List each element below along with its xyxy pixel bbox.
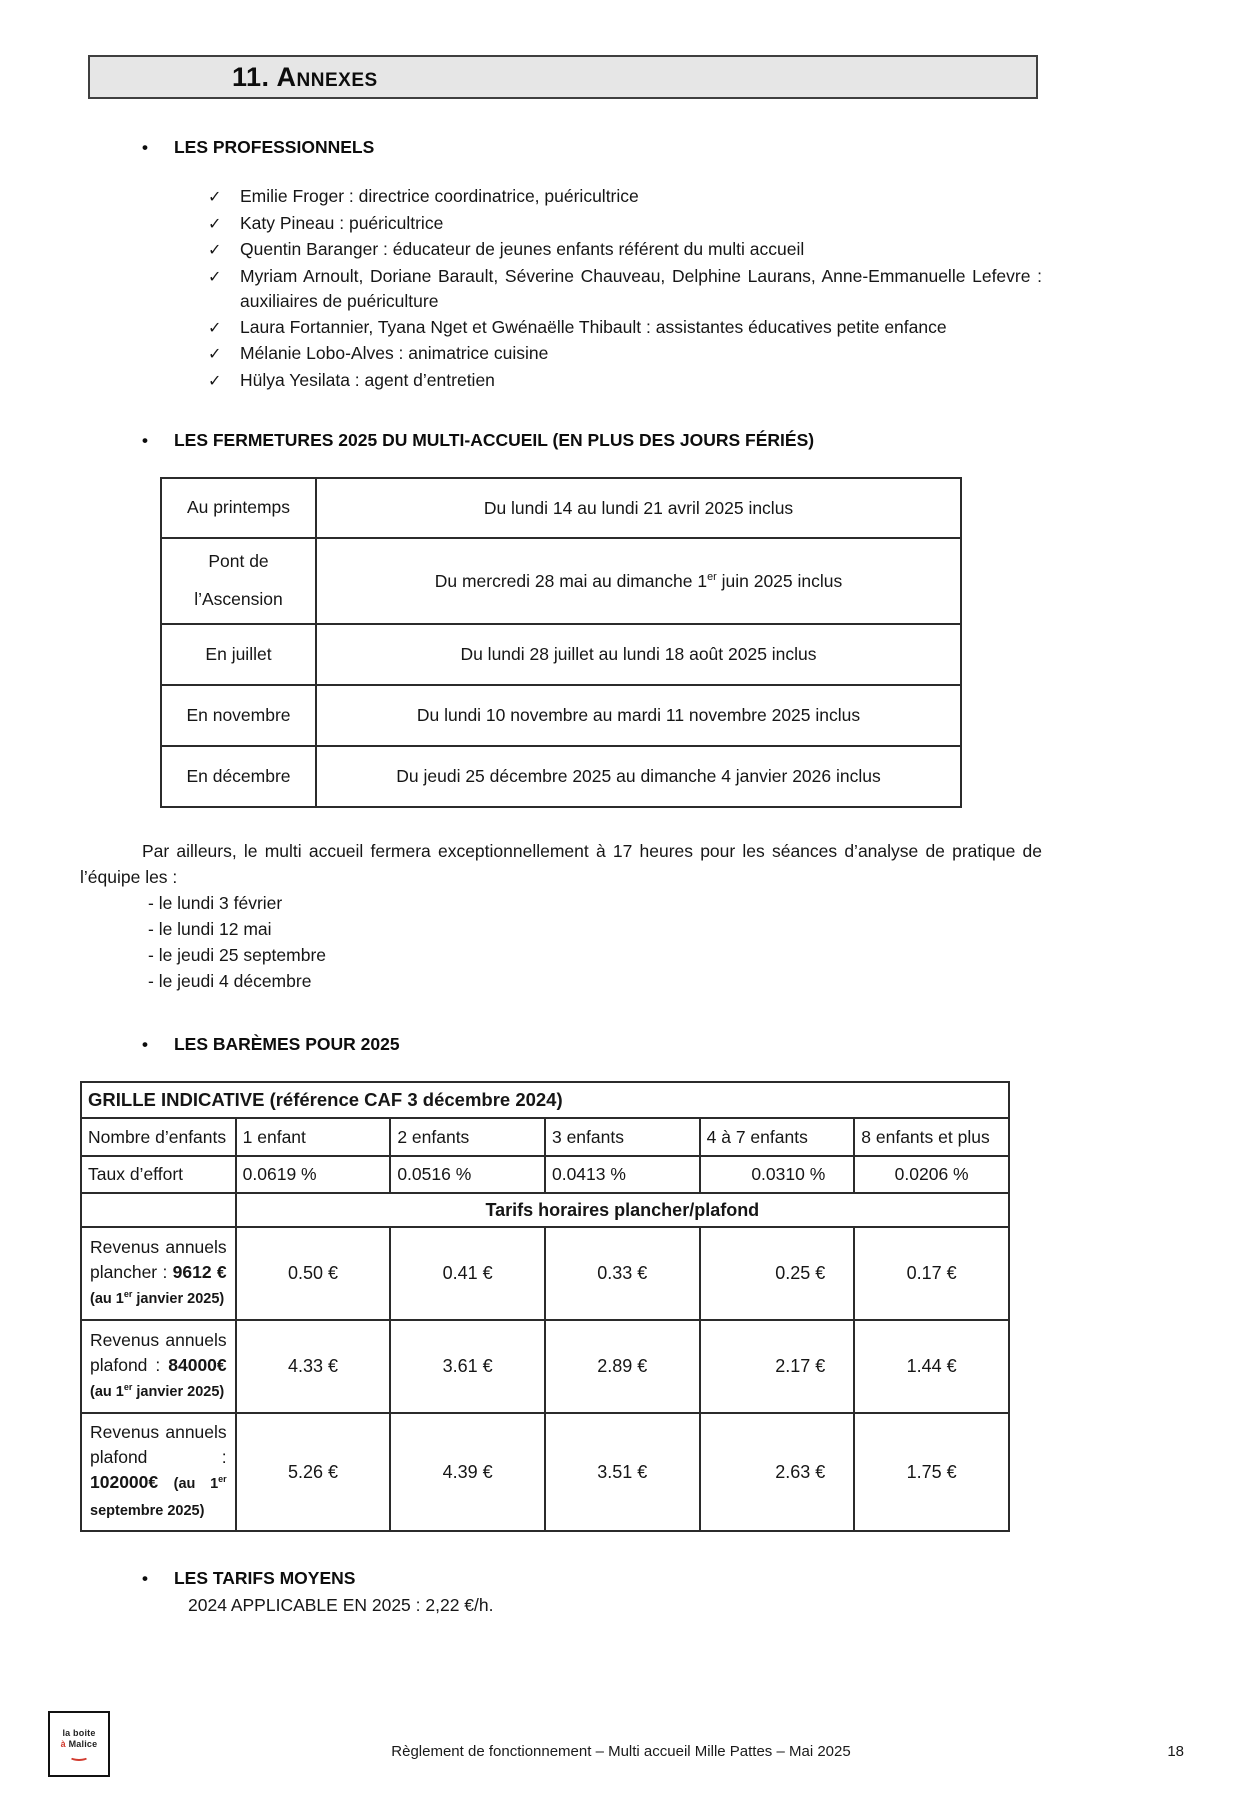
closure-date: - le jeudi 4 décembre [148,971,312,991]
logo-text: Malice [65,1738,98,1749]
table-header-row [81,1118,1009,1156]
tarif-value: 0.50 € [236,1227,391,1320]
closure-date: - le lundi 12 mai [148,919,272,939]
list-item [208,237,1042,264]
grid-title: GRILLE INDICATIVE (référence CAF 3 décembre 2024) [81,1082,1009,1118]
column-header: 2 enfants [390,1118,545,1156]
superscript: er [707,570,717,583]
page-number: 18 [1167,1743,1184,1760]
list-item-text: Mélanie Lobo-Alves : animatrice cuisine [240,343,549,363]
dates-text: Du lundi 14 au lundi 21 avril 2025 inclus [483,497,794,518]
tarif-value: 5.26 € [236,1413,391,1531]
heading-professionnels [142,137,1042,158]
list-item-text: Hülya Yesilata : agent d’entretien [240,369,495,390]
check-icon: ✓ [208,372,222,390]
list-item [208,341,1042,368]
check-icon: ✓ [208,242,222,259]
tarifs-header: Tarifs horaires plancher/plafond [236,1193,1009,1227]
superscript: er [123,1382,133,1393]
tarif-value: 0.41 € [390,1227,545,1320]
column-header: 3 enfants [545,1118,700,1156]
column-header: 4 à 7 enfants [700,1118,855,1156]
tarif-value: 3.51 € [545,1413,700,1531]
check-icon: ✓ [208,319,222,337]
dates-text: Du mercredi 28 mai au dimanche 1 [434,570,708,591]
table-row [161,746,961,807]
fermetures-table [160,477,962,808]
tarif-value: 4.33 € [236,1320,391,1413]
note-text: janvier 2025) [132,1384,225,1400]
footer-document-title: Règlement de fonctionnement – Multi accueil Mille Pattes – Mai 2025 [391,1743,851,1760]
tarif-value: 3.61 € [390,1320,545,1413]
table-row [81,1082,1009,1118]
label-text: Revenus annuels plancher : [90,1237,227,1282]
taux-value: 0.0619 % [236,1156,391,1193]
bullet-icon: • [142,431,148,450]
document-page [0,55,1242,1810]
fermeture-dates [316,478,961,538]
list-item [208,211,1042,238]
tarif-value: 1.44 € [854,1320,1009,1413]
table-row [81,1156,1009,1193]
label-note [90,1291,224,1307]
column-header: 1 enfant [236,1118,391,1156]
table-row [161,685,961,746]
fermeture-period: En novembre [161,685,316,746]
note-text: septembre 2025) [90,1503,205,1519]
closure-date: - le lundi 3 février [148,893,283,913]
professionnels-list [208,184,1042,394]
page-title: 11. Annexes [232,61,378,92]
tarif-value: 0.33 € [545,1227,700,1320]
list-item-text: Laura Fortannier, Tyana Nget et Gwénaëlle Thibault : assistantes éducatives petite enfance [240,316,947,337]
table-row [161,478,961,538]
taux-value: 0.0310 % [700,1156,855,1193]
list-item [208,368,1042,395]
tarif-value: 0.17 € [854,1227,1009,1320]
bullet-icon: • [142,1035,148,1054]
tarif-value: 2.89 € [545,1320,700,1413]
table-row [81,1193,1009,1227]
bullet-icon: • [142,1569,148,1588]
dates-text: Du lundi 28 juillet au lundi 18 août 2025 inclus [460,644,817,664]
check-icon: ✓ [208,346,222,363]
fermeture-dates [316,538,961,624]
label-amount: 102000€ [90,1472,174,1492]
bullet-icon: • [142,138,148,157]
note-text: (au 1 [90,1384,124,1400]
note-text: (au 1 [173,1476,219,1492]
logo-accent-letter: à [60,1738,66,1749]
closure-dates-list [148,890,1042,994]
check-icon: ✓ [208,189,222,206]
tarif-value: 1.75 € [854,1413,1009,1531]
fermeture-period: Au printemps [161,478,316,538]
closure-note-paragraph: Par ailleurs, le multi accueil fermera exceptionnellement à 17 heures pour les séances d’analyse de pratique de l’équipe les : [80,841,1042,887]
revenue-label [81,1227,236,1320]
heading-tarifs-moyens-label: LES TARIFS MOYENS [173,1568,356,1588]
taux-label: Taux d’effort [81,1156,236,1193]
list-item [208,315,1042,342]
note-text: janvier 2025) [132,1291,225,1307]
dates-text: Du lundi 10 novembre au mardi 11 novembre 2025 inclus [416,705,861,725]
list-item-text: Katy Pineau : puéricultrice [240,212,444,233]
section-title-banner [88,55,1038,99]
column-header: Nombre d’enfants [81,1118,236,1156]
list-item-text: Quentin Baranger : éducateur de jeunes enfants référent du multi accueil [240,239,805,259]
tarif-value: 2.17 € [700,1320,855,1413]
fermeture-period: Pont de l’Ascension [161,538,316,624]
tarif-value: 4.39 € [390,1413,545,1531]
fermeture-dates [316,746,961,807]
revenue-label [81,1320,236,1413]
list-item [208,264,1042,315]
revenue-label [81,1413,236,1531]
baremes-table [80,1081,1010,1532]
heading-baremes-label: LES BARÈMES POUR 2025 [173,1034,400,1054]
fermeture-period: En décembre [161,746,316,807]
page-footer [0,1712,1242,1782]
list-item-text: Emilie Froger : directrice coordinatrice, puéricultrice [240,186,639,206]
note-text: (au 1 [90,1291,124,1307]
check-icon: ✓ [208,268,222,286]
tarifs-moyens-text: 2024 APPLICABLE EN 2025 : 2,22 €/h. [188,1595,494,1615]
list-item [208,184,1042,211]
table-row [161,624,961,685]
label-amount: 84000€ [168,1355,227,1375]
heading-fermetures [142,430,1042,451]
tarif-value: 2.63 € [700,1413,855,1531]
taux-value: 0.0206 % [854,1156,1009,1193]
closure-date: - le jeudi 25 septembre [148,945,327,965]
tarif-value: 0.25 € [700,1227,855,1320]
heading-professionnels-label: LES PROFESSIONNELS [173,137,375,157]
table-row [81,1413,1009,1531]
fermeture-period: En juillet [161,624,316,685]
empty-cell [81,1193,236,1227]
label-note [90,1384,224,1400]
column-header: 8 enfants et plus [854,1118,1009,1156]
superscript: er [123,1289,133,1300]
page-content [80,137,1042,1616]
logo-text-line1: la boite [62,1727,96,1738]
check-icon: ✓ [208,215,222,233]
label-amount: 9612 € [172,1262,227,1282]
taux-value: 0.0516 % [390,1156,545,1193]
taux-value: 0.0413 % [545,1156,700,1193]
table-row [161,538,961,624]
dates-text: juin 2025 inclus [716,570,843,591]
heading-fermetures-label: LES FERMETURES 2025 DU MULTI-ACCUEIL (EN PLUS DES JOURS FÉRIÉS) [173,430,815,450]
heading-tarifs-moyens [142,1568,1042,1589]
table-row [81,1320,1009,1413]
heading-baremes [142,1034,1042,1055]
table-row [81,1227,1009,1320]
fermeture-dates [316,624,961,685]
dates-text: Du jeudi 25 décembre 2025 au dimanche 4 janvier 2026 inclus [396,766,881,786]
superscript: er [218,1474,227,1485]
fermeture-dates [316,685,961,746]
list-item-text: Myriam Arnoult, Doriane Barault, Séverine Chauveau, Delphine Laurans, Anne-Emmanuelle Lefevre : auxiliaires de puériculture [240,265,1042,311]
label-text: Revenus annuels plafond : [90,1330,227,1375]
label-text: Revenus annuels plafond : [90,1422,227,1467]
